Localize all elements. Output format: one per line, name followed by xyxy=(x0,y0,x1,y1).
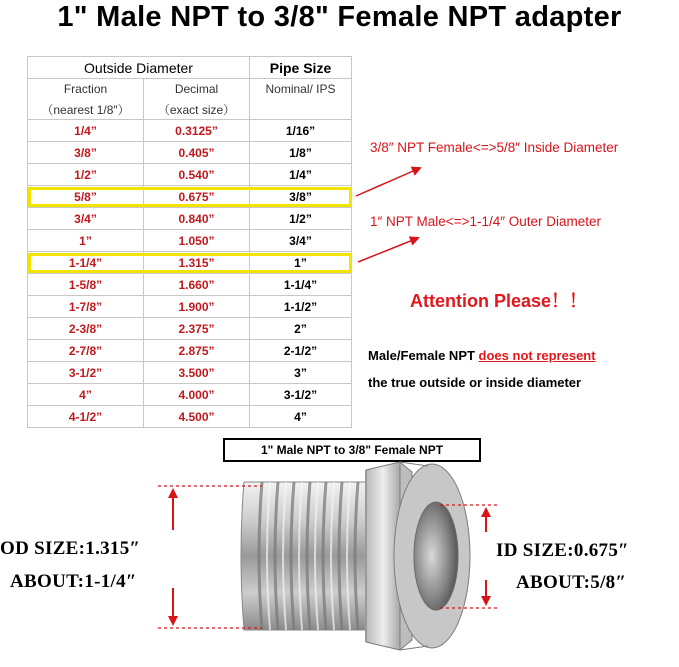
od-about-label: ABOUT:1-1/4″ xyxy=(10,571,137,592)
sub-header-decimal-note: （exact size） xyxy=(144,99,250,120)
cell-fraction: 5/8” xyxy=(28,186,144,208)
cell-decimal: 1.050” xyxy=(144,230,250,252)
cell-fraction: 3/8” xyxy=(28,142,144,164)
cell-decimal: 2.875” xyxy=(144,340,250,362)
cell-nominal: 1/2” xyxy=(250,208,352,230)
cell-decimal: 4.500” xyxy=(144,406,250,428)
cell-fraction: 1-7/8” xyxy=(28,296,144,318)
cell-decimal: 0.540” xyxy=(144,164,250,186)
od-size-label: OD SIZE:1.315″ xyxy=(0,538,141,559)
cell-nominal: 2-1/2” xyxy=(250,340,352,362)
cell-nominal: 3/8” xyxy=(250,186,352,208)
cell-fraction: 1-5/8” xyxy=(28,274,144,296)
header-outside-diameter: Outside Diameter xyxy=(28,57,250,79)
attention-text: Attention Please！！ xyxy=(410,291,588,311)
sub-header-fraction: Fraction xyxy=(28,79,144,100)
adapter-hex-section xyxy=(366,462,470,650)
product-caption: 1" Male NPT to 3/8" Female NPT xyxy=(223,438,481,462)
cell-nominal: 1” xyxy=(250,252,352,274)
warning-line-1: Male/Female NPT does not represent xyxy=(368,348,596,363)
header-pipe-size: Pipe Size xyxy=(250,57,352,79)
cell-decimal: 0.3125” xyxy=(144,120,250,142)
cell-decimal: 2.375” xyxy=(144,318,250,340)
sub-header-decimal: Decimal xyxy=(144,79,250,100)
cell-decimal: 3.500” xyxy=(144,362,250,384)
id-size-label: ID SIZE:0.675″ xyxy=(496,540,629,561)
cell-nominal: 3-1/2” xyxy=(250,384,352,406)
cell-fraction: 3/4” xyxy=(28,208,144,230)
male-note: 1″ NPT Male<=>1-1/4″ Outer Diameter xyxy=(370,214,602,229)
cell-nominal: 1/16” xyxy=(250,120,352,142)
cell-fraction: 1/4” xyxy=(28,120,144,142)
page-title: 1" Male NPT to 3/8" Female NPT adapter xyxy=(57,1,622,33)
cell-nominal: 1-1/2” xyxy=(250,296,352,318)
cell-fraction: 2-3/8” xyxy=(28,318,144,340)
cell-fraction: 1/2” xyxy=(28,164,144,186)
cell-fraction: 1” xyxy=(28,230,144,252)
cell-decimal: 1.900” xyxy=(144,296,250,318)
cell-nominal: 3” xyxy=(250,362,352,384)
arrow-female xyxy=(356,168,420,196)
sub-header-fraction-note: （nearest 1/8″） xyxy=(28,99,144,120)
cell-nominal: 1/8” xyxy=(250,142,352,164)
cell-fraction: 4-1/2” xyxy=(28,406,144,428)
cell-nominal: 3/4” xyxy=(250,230,352,252)
id-about-label: ABOUT:5/8″ xyxy=(516,572,627,593)
cell-decimal: 1.315” xyxy=(144,252,250,274)
sub-header-nominal: Nominal/ IPS xyxy=(250,79,352,100)
cell-nominal: 4” xyxy=(250,406,352,428)
cell-decimal: 0.840” xyxy=(144,208,250,230)
cell-decimal: 0.675” xyxy=(144,186,250,208)
cell-fraction: 2-7/8” xyxy=(28,340,144,362)
cell-nominal: 2” xyxy=(250,318,352,340)
cell-decimal: 1.660” xyxy=(144,274,250,296)
warning-line-2: the true outside or inside diameter xyxy=(368,375,582,390)
cell-nominal: 1-1/4” xyxy=(250,274,352,296)
adapter-threaded-section xyxy=(241,482,370,630)
cell-fraction: 4” xyxy=(28,384,144,406)
cell-decimal: 0.405” xyxy=(144,142,250,164)
cell-nominal: 1/4” xyxy=(250,164,352,186)
cell-decimal: 4.000” xyxy=(144,384,250,406)
cell-fraction: 1-1/4” xyxy=(28,252,144,274)
cell-fraction: 3-1/2” xyxy=(28,362,144,384)
female-note: 3/8″ NPT Female<=>5/8″ Inside Diameter xyxy=(370,140,619,155)
arrow-male xyxy=(358,238,418,262)
